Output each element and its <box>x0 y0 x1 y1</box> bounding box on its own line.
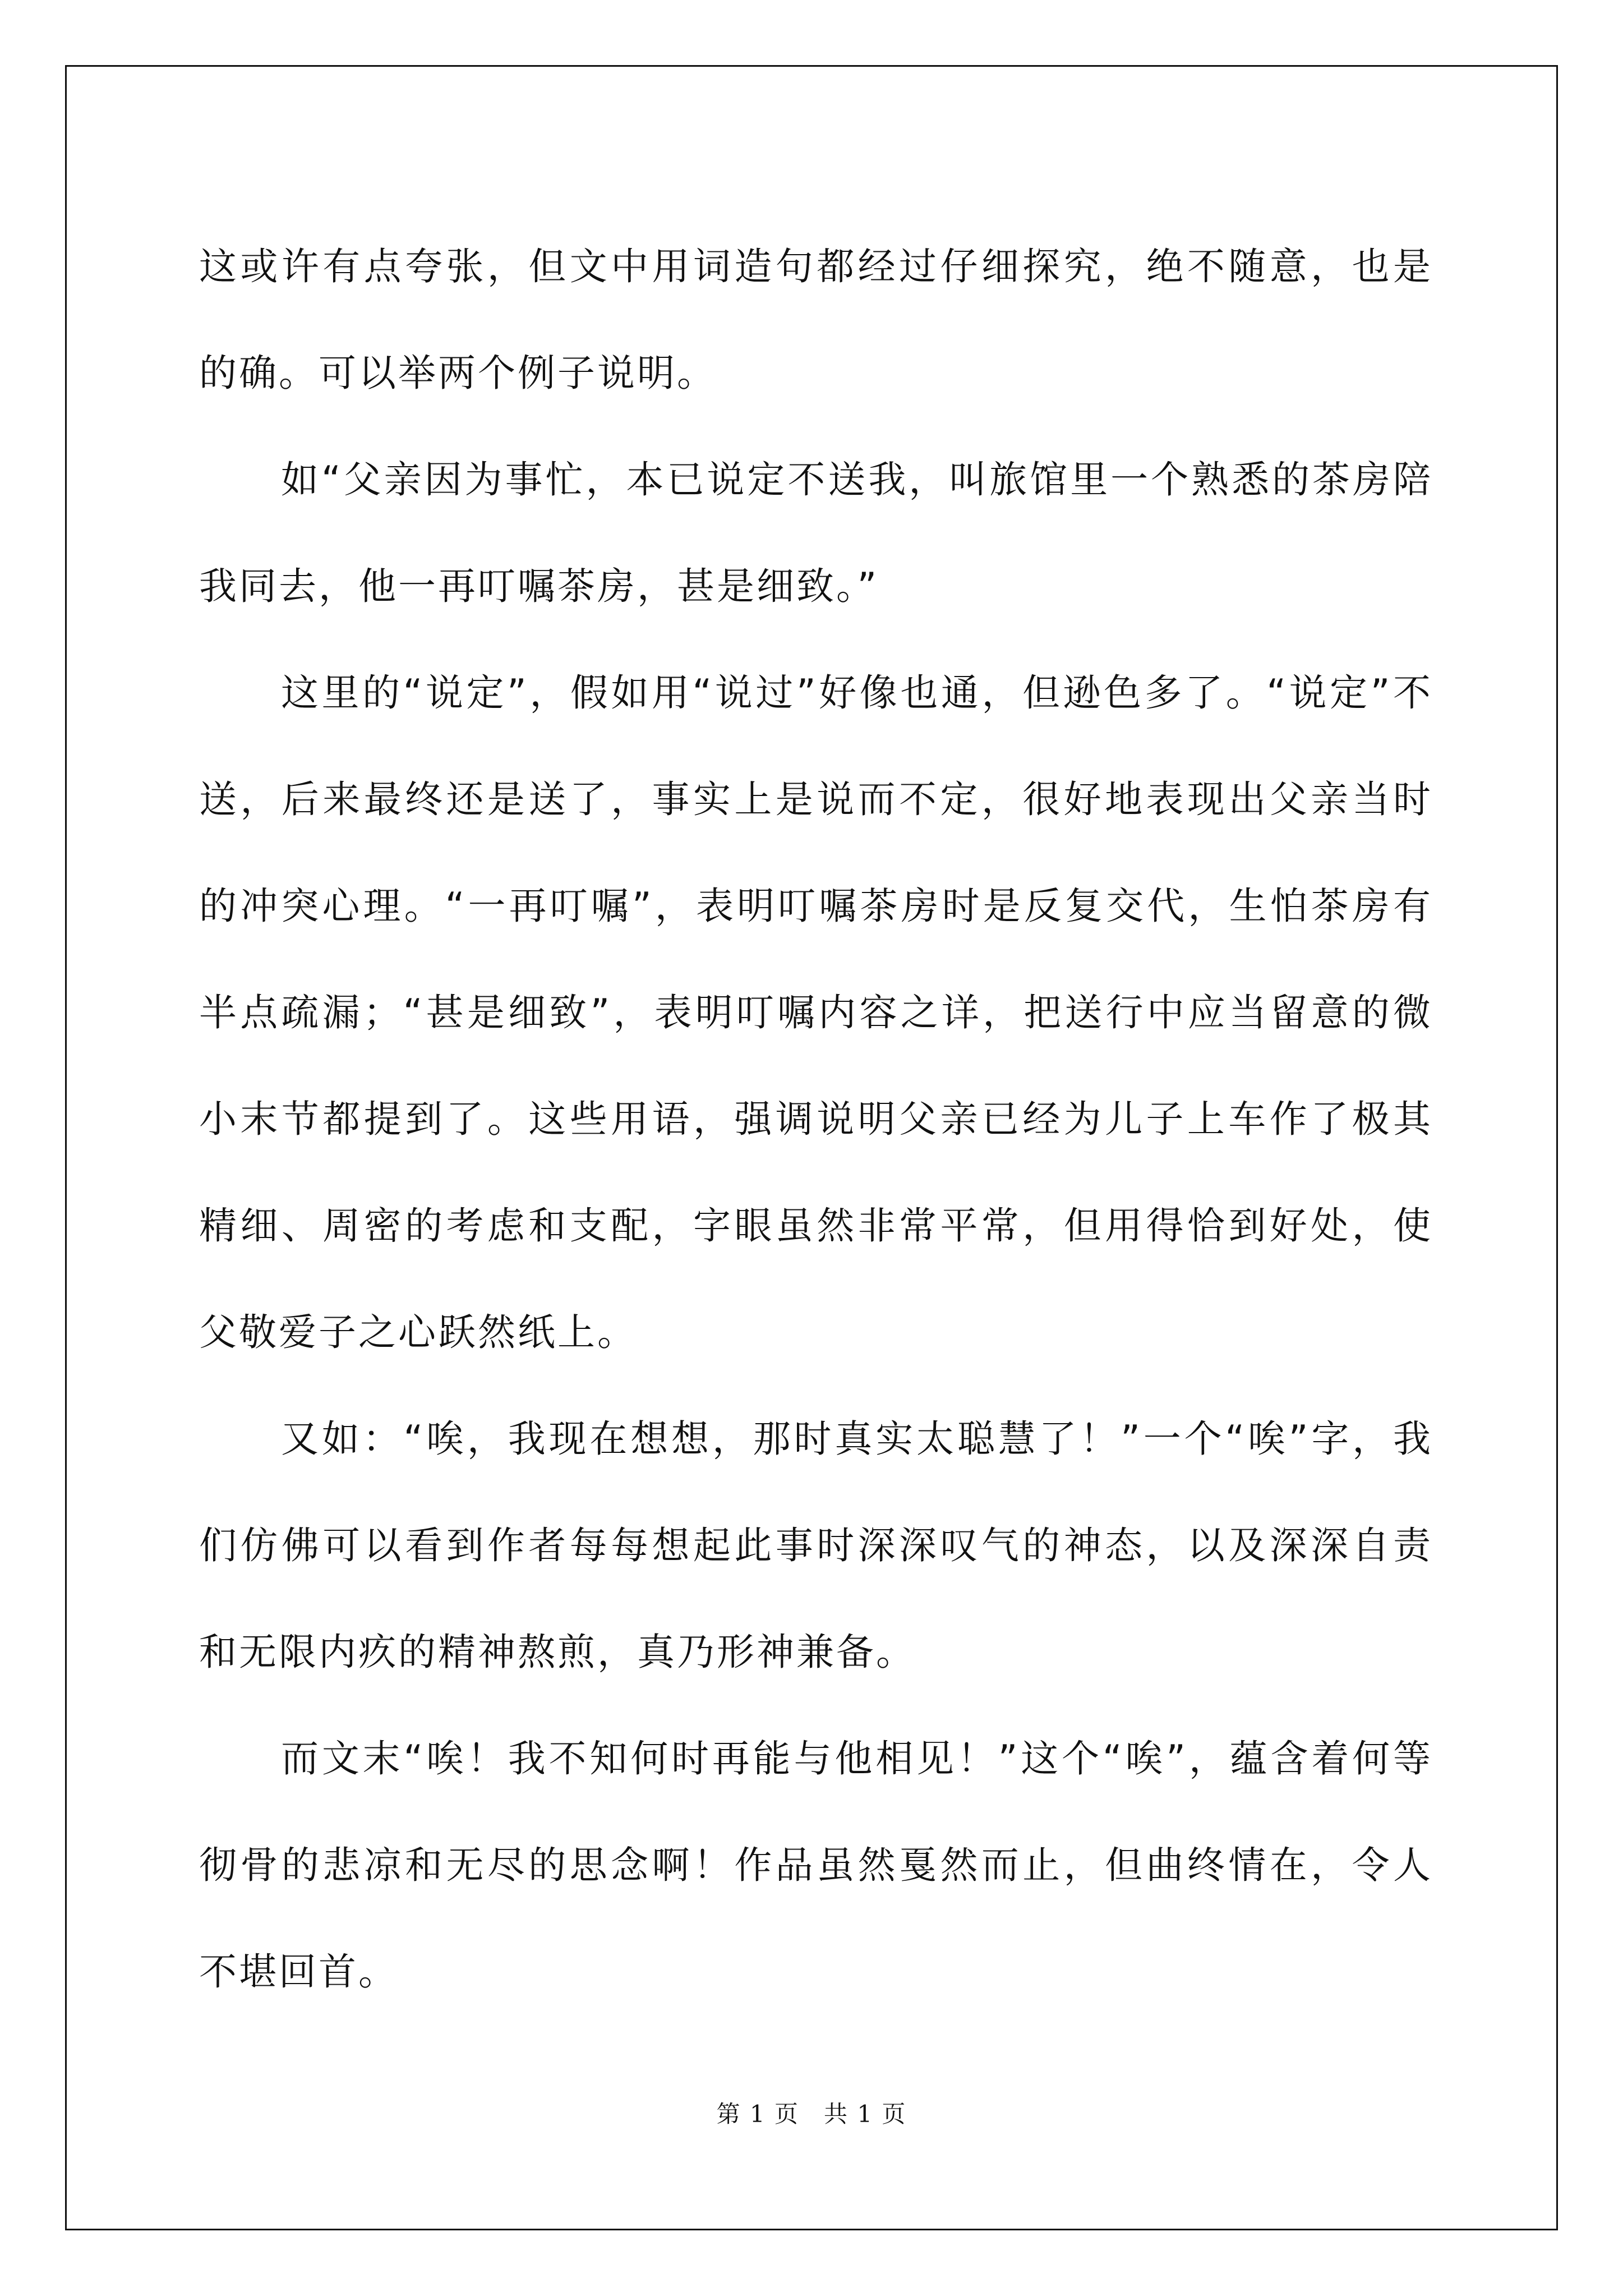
paragraph: 这或许有点夸张，但文中用词造句都经过仔细探究，绝不随意，也是的确。可以举两个例子说明。 <box>199 245 1433 395</box>
document-body <box>199 213 1433 2025</box>
paragraph: 而文末“唉！我不知何时再能与他相见！”这个“唉”，蕴含着何等彻骨的悲凉和无尽的思念啊！作品虽然戛然而止，但曲终情在，令人不堪回首。 <box>199 1737 1433 1994</box>
page-number-footer: 第 1 页 共 1 页 <box>716 2100 907 2128</box>
paragraph: 又如：“唉，我现在想想，那时真实太聪慧了！”一个“唉”字，我们仿佛可以看到作者每每想起此事时深深叹气的神态，以及深深自责和无限内疚的精神熬煎，真乃形神兼备。 <box>199 1417 1433 1674</box>
paragraph: 这里的“说定”，假如用“说过”好像也通，但逊色多了。“说定”不送，后来最终还是送了，事实上是说而不定，很好地表现出父亲当时的冲突心理。“一再叮嘱”，表明叮嘱茶房时是反复交代，生怕茶房有半点疏漏；“甚是细致”，表明叮嘱内容之详，把送行中应当留意的微小末节都提到了。这些用语，强调说明父亲已经为儿子上车作了极其精细、周密的考虑和支配，字眼虽然非常平常，但用得恰到好处，使父敬爱子之心跃然纸上。 <box>199 671 1433 1354</box>
paragraph: 如“父亲因为事忙，本已说定不送我，叫旅馆里一个熟悉的茶房陪我同去，他一再叮嘱茶房，甚是细致。” <box>199 458 1433 608</box>
